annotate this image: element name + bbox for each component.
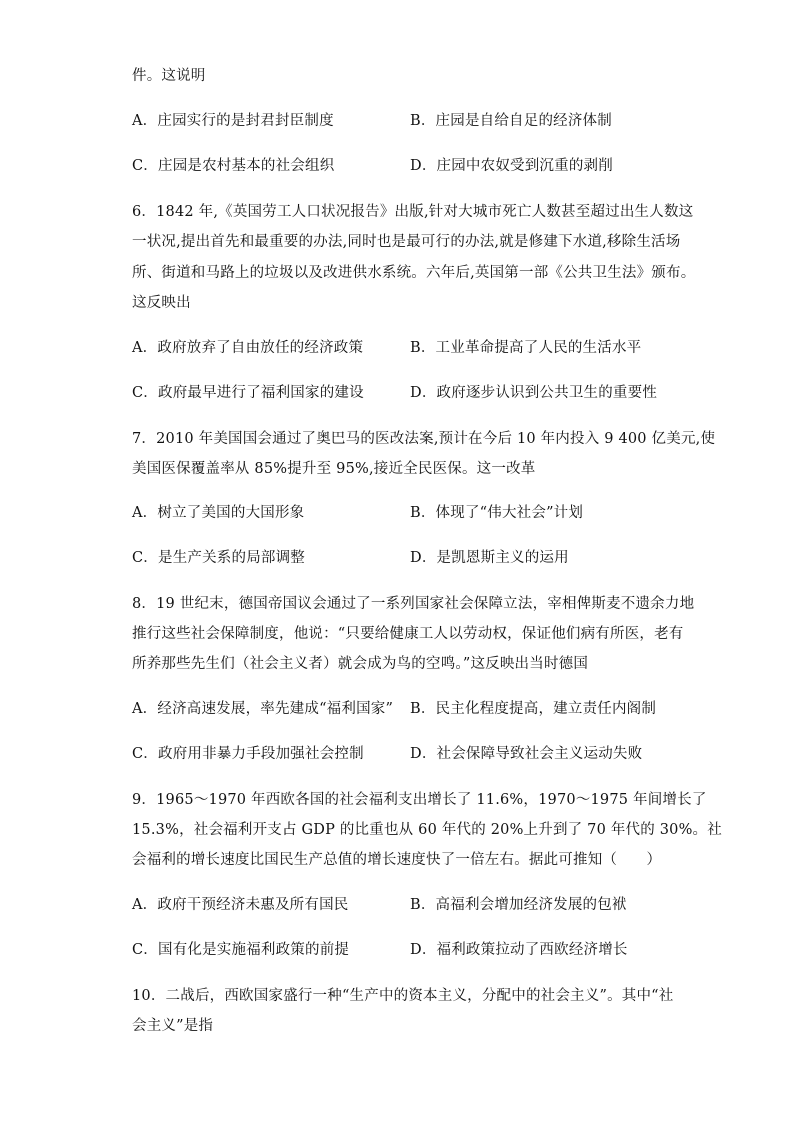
q10-stem-line-2: 会主义”是指 [132,1018,214,1034]
q8-option-a: A．经济高速发展，率先建成“福利国家” [132,701,394,717]
q9-stem-line-2: 15.3%，社会福利开支占 GDP 的比重也从 60 年代的 20%上升到了 70 年代的 30%。社 [132,822,722,838]
q10-stem-line-1: 10．二战后，西欧国家盛行一种“生产中的资本主义，分配中的社会主义”。其中“社 [132,988,674,1004]
q7-stem-line-1: 7．2010 年美国国会通过了奥巴马的医改法案,预计在今后 10 年内投入 9 400 亿美元,使 [132,431,716,447]
q6-stem-line-3: 所、街道和马路上的垃圾以及改进供水系统。六年后,英国第一部《公共卫生法》颁布。 [132,265,696,281]
q5-option-b: B．庄园是自给自足的经济体制 [410,113,612,129]
q8-stem-line-2: 推行这些社会保障制度，他说：“只要给健康工人以劳动权，保证他们病有所医，老有 [132,626,684,642]
q9-option-d: D．福利政策拉动了西欧经济增长 [410,942,628,958]
q4-stem-end: 件。这说明 [132,68,206,84]
q6-option-c: C．政府最早进行了福利国家的建设 [132,385,364,401]
q8-option-b: B．民主化程度提高，建立责任内阁制 [410,701,657,717]
q5-option-c: C．庄园是农村基本的社会组织 [132,158,335,174]
q6-stem-line-4: 这反映出 [132,295,191,311]
q8-stem-line-1: 8．19 世纪末，德国帝国议会通过了一系列国家社会保障立法，宰相俾斯麦不遗余力地 [132,596,695,612]
q8-option-d: D．社会保障导致社会主义运动失败 [410,746,643,762]
q9-option-c: C．国有化是实施福利政策的前提 [132,942,350,958]
q7-option-c: C．是生产关系的局部调整 [132,550,305,566]
q7-stem-line-2: 美国医保覆盖率从 85%提升至 95%,接近全民医保。这一改革 [132,461,536,477]
q8-option-c: C．政府用非暴力手段加强社会控制 [132,746,364,762]
q7-option-d: D．是凯恩斯主义的运用 [410,550,569,566]
q6-option-b: B．工业革命提高了人民的生活水平 [410,340,642,356]
q6-option-d: D．政府逐步认识到公共卫生的重要性 [410,385,658,401]
q7-option-a: A．树立了美国的大国形象 [132,505,305,521]
q9-option-a: A．政府干预经济未惠及所有国民 [132,897,349,913]
q6-stem-line-1: 6．1842 年,《英国劳工人口状况报告》出版,针对大城市死亡人数甚至超过出生人数这 [132,204,694,220]
q9-option-b: B．高福利会增加经济发展的包袱 [410,897,627,913]
q8-stem-line-3: 所养那些先生们（社会主义者）就会成为鸟的空鸣。”这反映出当时德国 [132,656,589,672]
q6-stem-line-2: 一状况,提出首先和最重要的办法,同时也是最可行的办法,就是修建下水道,移除生活场 [132,234,681,250]
q5-option-d: D．庄园中农奴受到沉重的剥削 [410,158,613,174]
q9-stem-line-3: 会福利的增长速度比国民生产总值的增长速度快了一倍左右。据此可推知（ ） [132,852,662,868]
q5-option-a: A．庄园实行的是封君封臣制度 [132,113,334,129]
q6-option-a: A．政府放弃了自由放任的经济政策 [132,340,364,356]
q7-option-b: B．体现了“伟大社会”计划 [410,505,584,521]
q9-stem-line-1: 9．1965～1970 年西欧各国的社会福利支出增长了 11.6%，1970～1975 年间增长了 [132,792,707,808]
